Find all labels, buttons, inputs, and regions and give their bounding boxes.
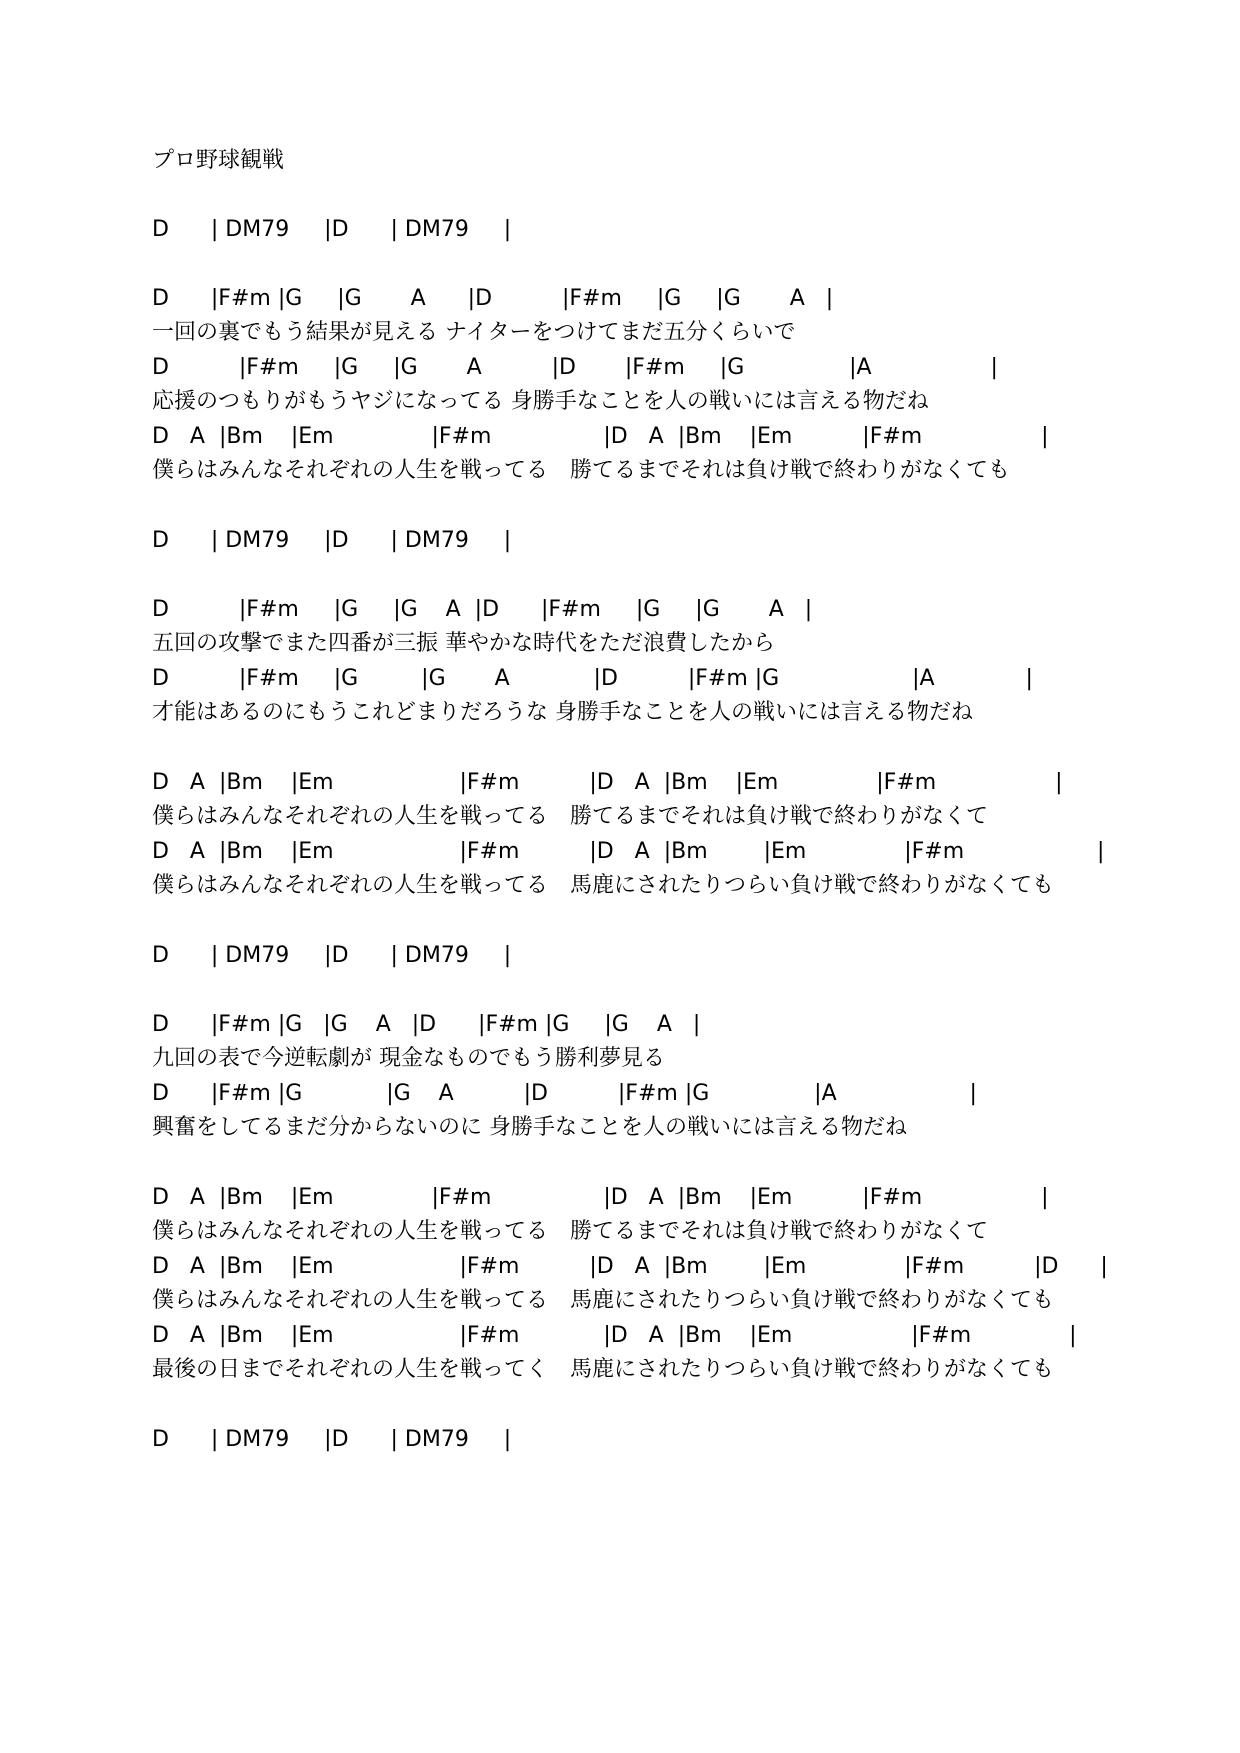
lyric-line: 僕らはみんなそれぞれの人生を戦ってる 勝てるまでそれは負け戦で終わりがなくて [152, 1219, 989, 1244]
lyric-line: 僕らはみんなそれぞれの人生を戦ってる 勝てるまでそれは負け戦で終わりがなくても [152, 458, 1011, 483]
lyric-line: 応援のつもりがもうヤジになってる 身勝手なことを人の戦いには言える物だね [152, 389, 929, 414]
chord-line: D |F#m |G |G A |D |F#m |G |G A | [152, 1012, 701, 1037]
chord-line: D | DM79 |D | DM79 | [152, 943, 512, 968]
lyric-line: 興奮をしてるまだ分からないのに 身勝手なことを人の戦いには言える物だね [152, 1115, 907, 1140]
lyric-line: 才能はあるのにもうこれどまりだろうな 身勝手なことを人の戦いには言える物だね [152, 700, 973, 725]
song-title: プロ野球観戦 [152, 148, 285, 173]
lyric-line: 僕らはみんなそれぞれの人生を戦ってる 馬鹿にされたりつらい負け戦で終わりがなくても [152, 873, 1055, 898]
chord-line: D A |Bm |Em |F#m |D A |Bm |Em |F#m | [152, 770, 1063, 795]
chord-line: D A |Bm |Em |F#m |D A |Bm |Em |F#m | [152, 1185, 1049, 1210]
chord-line: D |F#m |G |G A |D |F#m |G |G A | [152, 286, 834, 311]
chord-line: D |F#m |G |G A |D |F#m |G |A | [152, 666, 1033, 691]
chord-line: D A |Bm |Em |F#m |D A |Bm |Em |F#m | [152, 424, 1049, 449]
chord-line: D A |Bm |Em |F#m |D A |Bm |Em |F#m | [152, 839, 1105, 864]
lyric-line: 一回の裏でもう結果が見える ナイターをつけてまだ五分くらいで [152, 320, 796, 345]
lyric-line: 僕らはみんなそれぞれの人生を戦ってる 馬鹿にされたりつらい負け戦で終わりがなくても [152, 1288, 1055, 1313]
chord-line: D | DM79 |D | DM79 | [152, 528, 512, 553]
chord-line: D |F#m |G |G A |D |F#m |G |G A | [152, 597, 813, 622]
chord-line: D | DM79 |D | DM79 | [152, 217, 512, 242]
chord-line: D |F#m |G |G A |D |F#m |G |A | [152, 355, 998, 380]
lyric-line: 九回の表で今逆転劇が 現金なものでもう勝利夢見る [152, 1046, 665, 1071]
chord-line: D | DM79 |D | DM79 | [152, 1427, 512, 1452]
chord-line: D A |Bm |Em |F#m |D A |Bm |Em |F#m |D | [152, 1254, 1108, 1279]
lyric-line: 五回の攻撃でまた四番が三振 華やかな時代をただ浪費したから [152, 631, 775, 656]
chord-line: D A |Bm |Em |F#m |D A |Bm |Em |F#m | [152, 1323, 1077, 1348]
chord-line: D |F#m |G |G A |D |F#m |G |A | [152, 1081, 977, 1106]
lyric-line: 僕らはみんなそれぞれの人生を戦ってる 勝てるまでそれは負け戦で終わりがなくて [152, 804, 989, 829]
lyric-line: 最後の日までそれぞれの人生を戦ってく 馬鹿にされたりつらい負け戦で終わりがなくても [152, 1357, 1055, 1382]
